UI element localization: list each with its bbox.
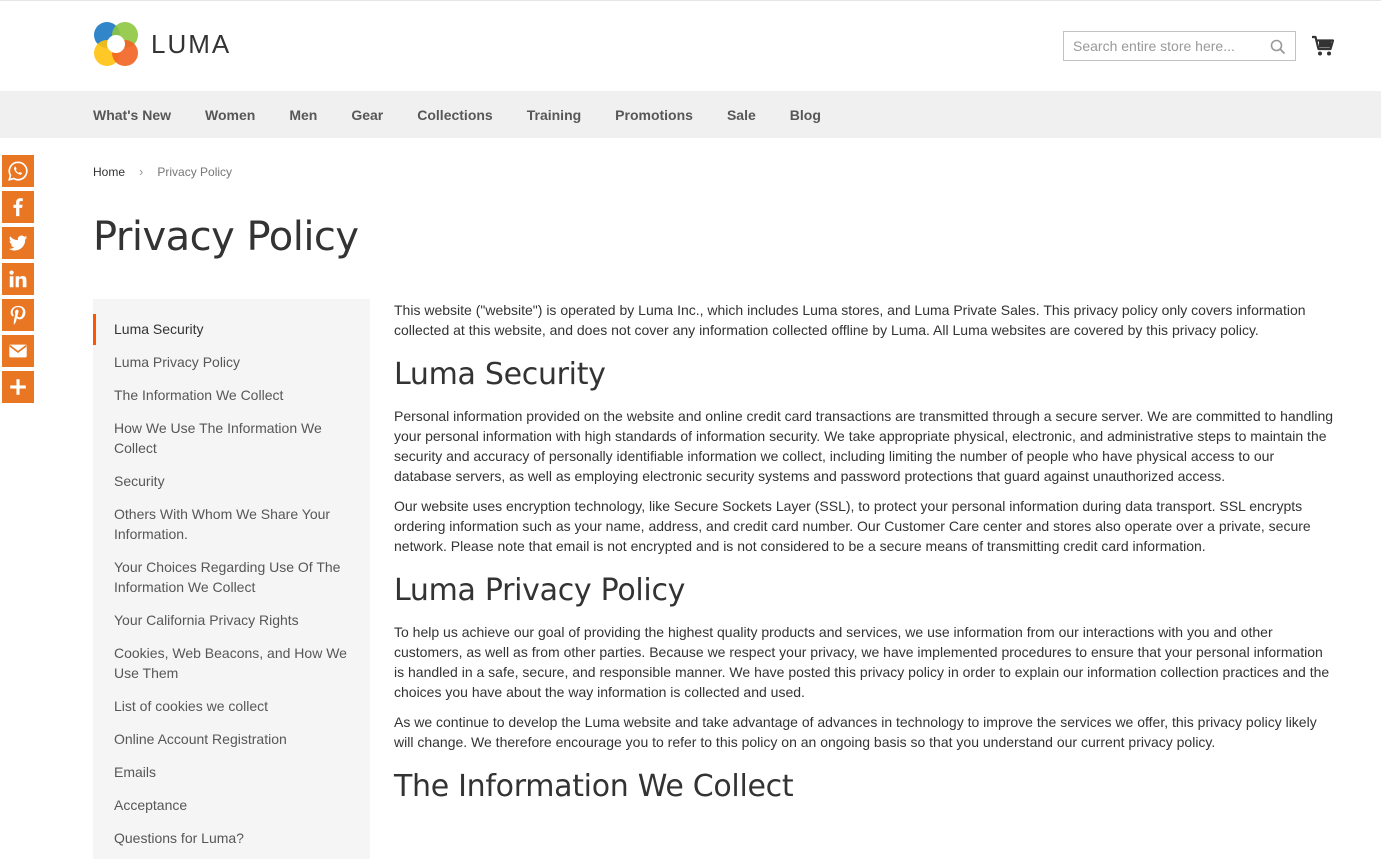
linkedin-share-button[interactable] xyxy=(2,263,34,295)
linkedin-icon xyxy=(7,268,29,290)
top-border xyxy=(0,0,1381,1)
sidebar-item-california-privacy-rights[interactable]: Your California Privacy Rights xyxy=(114,612,299,628)
sidebar-item-how-we-use-information[interactable]: How We Use The Information We Collect xyxy=(114,420,322,456)
email-share-button[interactable] xyxy=(2,335,34,367)
sidebar-item-list-of-cookies[interactable]: List of cookies we collect xyxy=(114,698,269,714)
more-share-button[interactable] xyxy=(2,371,34,403)
cart-icon[interactable] xyxy=(1311,34,1335,58)
nav-item-blog[interactable]: Blog xyxy=(789,106,821,123)
sidebar-item-online-account-registration[interactable]: Online Account Registration xyxy=(114,731,287,747)
section-heading-information-we-collect: The Information We Collect xyxy=(394,769,794,804)
breadcrumb-separator: › xyxy=(139,164,144,179)
nav-item-collections[interactable]: Collections xyxy=(417,106,493,123)
nav-item-whats-new[interactable]: What's New xyxy=(93,106,172,123)
policy-paragraph-1: To help us achieve our goal of providing the highest quality products and services, we use information from our interactions with you and other customers, as well as from other parties. Because we respect your privacy, we have implemented procedures to ensure that your personal information is handled in a safe, secure, and responsible manner. We have posted this privacy policy in order to explain our information collection practices and the choices you have about the way information is collected and used. xyxy=(394,624,1330,700)
main-navigation xyxy=(0,91,1381,138)
whatsapp-share-button[interactable] xyxy=(2,155,34,187)
nav-item-gear[interactable]: Gear xyxy=(351,106,384,123)
email-icon xyxy=(7,340,29,362)
sidebar-item-information-we-collect[interactable]: The Information We Collect xyxy=(114,387,284,403)
sidebar-item-acceptance[interactable]: Acceptance xyxy=(114,797,188,813)
pinterest-share-button[interactable] xyxy=(2,299,34,331)
breadcrumb-current: Privacy Policy xyxy=(157,164,233,179)
logo-text: LUMA xyxy=(151,28,232,59)
nav-item-sale[interactable]: Sale xyxy=(726,106,756,123)
privacy-content xyxy=(394,300,1334,818)
nav-item-men[interactable]: Men xyxy=(289,106,318,123)
nav-item-promotions[interactable]: Promotions xyxy=(615,106,693,123)
whatsapp-icon xyxy=(7,160,29,182)
sidebar-item-others-we-share-with[interactable]: Others With Whom We Share Your Information. xyxy=(114,506,331,542)
section-heading-luma-privacy-policy: Luma Privacy Policy xyxy=(394,573,686,608)
sidebar-item-questions-for-luma[interactable]: Questions for Luma? xyxy=(114,830,244,846)
sidebar-item-luma-security[interactable]: Luma Security xyxy=(93,314,370,345)
intro-paragraph: This website ("website") is operated by Luma Inc., which includes Luma stores, and Luma Private Sales. This privacy policy only covers information collected at this website, and does not cover any information collected offline by Luma. All Luma websites are covered by this privacy policy. xyxy=(394,302,1306,338)
store-logo[interactable] xyxy=(93,21,231,67)
nav-item-training[interactable]: Training xyxy=(526,106,582,123)
twitter-icon xyxy=(7,232,29,254)
pinterest-icon xyxy=(7,304,29,326)
breadcrumb xyxy=(93,164,232,179)
section-heading-luma-security: Luma Security xyxy=(394,357,606,392)
sidebar-item-luma-privacy-policy[interactable]: Luma Privacy Policy xyxy=(114,354,241,370)
sidebar-item-cookies-web-beacons[interactable]: Cookies, Web Beacons, and How We Use Them xyxy=(114,645,347,681)
security-paragraph-1: Personal information provided on the website and online credit card transactions are transmitted through a secure server. We are committed to handling your personal information with high standards of information security. We take appropriate physical, electronic, and administrative steps to maintain the security and accuracy of personally identifiable information we collect, including limiting the number of people who have physical access to our database servers, as well as employing electronic security systems and password protections that guard against unauthorized access. xyxy=(394,408,1334,484)
nav-item-women[interactable]: Women xyxy=(205,106,256,123)
facebook-share-button[interactable] xyxy=(2,191,34,223)
social-share-bar xyxy=(2,155,34,407)
privacy-sidebar-nav xyxy=(93,299,370,859)
twitter-share-button[interactable] xyxy=(2,227,34,259)
sidebar-item-emails[interactable]: Emails xyxy=(114,764,157,780)
facebook-icon xyxy=(7,196,29,218)
search-input[interactable] xyxy=(1064,32,1273,60)
luma-logo-icon xyxy=(93,21,139,67)
search-box xyxy=(1063,31,1296,61)
policy-paragraph-2: As we continue to develop the Luma website and take advantage of advances in technology to improve the services we offer, this privacy policy likely will change. We therefore encourage you to refer to this policy on an ongoing basis so that you understand our current privacy policy. xyxy=(394,714,1317,750)
page-title: Privacy Policy xyxy=(93,214,359,260)
more-icon xyxy=(7,376,29,398)
sidebar-item-your-choices[interactable]: Your Choices Regarding Use Of The Information We Collect xyxy=(114,559,341,595)
breadcrumb-home-link[interactable]: Home xyxy=(93,164,126,179)
sidebar-item-security[interactable]: Security xyxy=(114,473,165,489)
search-icon[interactable] xyxy=(1270,39,1286,55)
security-paragraph-2: Our website uses encryption technology, like Secure Sockets Layer (SSL), to protect your personal information during data transport. SSL encrypts ordering information such as your name, address, and credit card number. Our Customer Care center and stores also operate over a private, secure network. Please note that email is not encrypted and is not considered to be a secure means of transmitting credit card information. xyxy=(394,498,1311,554)
